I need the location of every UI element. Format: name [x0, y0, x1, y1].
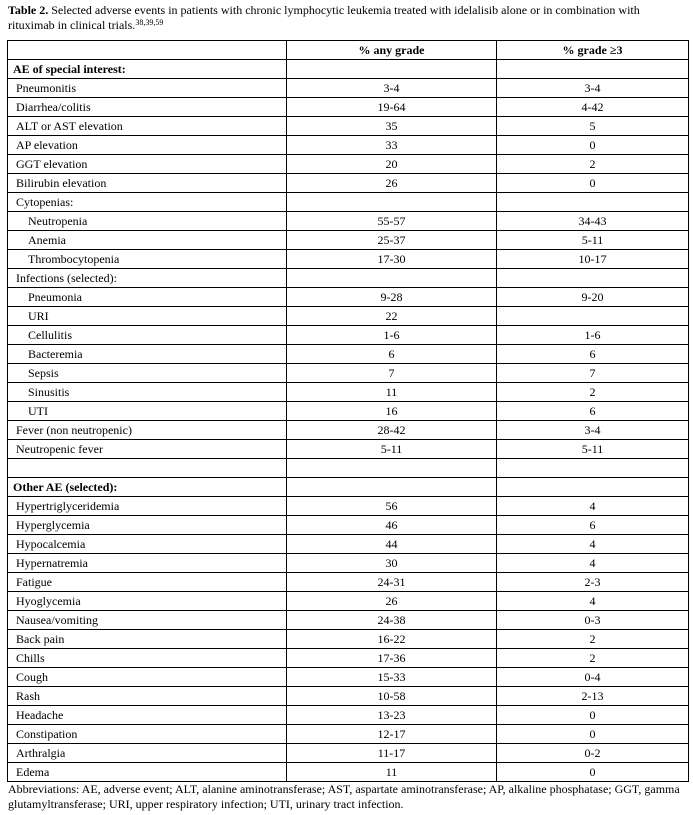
table-row [8, 250, 689, 269]
cell-any-grade: 10-58 [287, 687, 497, 706]
cell-any-grade: 7 [287, 364, 497, 383]
cell-any-grade: 25-37 [287, 231, 497, 250]
cell-any-grade: 24-31 [287, 573, 497, 592]
table-row [8, 345, 689, 364]
row-label: Nausea/vomiting [8, 611, 287, 630]
cell-any-grade: 24-38 [287, 611, 497, 630]
table-row [8, 174, 689, 193]
cell-grade-3: 10-17 [497, 250, 689, 269]
cell-any-grade: 16-22 [287, 630, 497, 649]
table-row [8, 307, 689, 326]
caption-references: 38,39,59 [135, 18, 164, 27]
row-label: Neutropenic fever [8, 440, 287, 459]
table-row [8, 212, 689, 231]
cell-any-grade: 16 [287, 402, 497, 421]
cell-grade-3: 4 [497, 535, 689, 554]
cell-any-grade: 5-11 [287, 440, 497, 459]
table-row [8, 288, 689, 307]
cell-grade-3: 5 [497, 117, 689, 136]
cell-any-grade: 17-30 [287, 250, 497, 269]
row-label: Constipation [8, 725, 287, 744]
cell-grade-3: 0 [497, 725, 689, 744]
row-label: Cytopenias: [8, 193, 287, 212]
row-label: Chills [8, 649, 287, 668]
row-label: Cough [8, 668, 287, 687]
row-label: Arthralgia [8, 744, 287, 763]
table-caption [8, 3, 688, 33]
cell-grade-3: 4-42 [497, 98, 689, 117]
cell-grade-3 [497, 60, 689, 79]
row-label: Headache [8, 706, 287, 725]
table-row [8, 630, 689, 649]
table-row [8, 573, 689, 592]
table-row [8, 611, 689, 630]
cell-grade-3: 4 [497, 497, 689, 516]
cell-any-grade: 1-6 [287, 326, 497, 345]
cell-grade-3: 3-4 [497, 79, 689, 98]
header-cell-any-grade: % any grade [287, 41, 497, 60]
row-label: UTI [8, 402, 287, 421]
cell-grade-3 [497, 269, 689, 288]
cell-any-grade: 30 [287, 554, 497, 573]
cell-any-grade: 17-36 [287, 649, 497, 668]
row-label: Fever (non neutropenic) [8, 421, 287, 440]
caption-text: Selected adverse events in patients with chronic lymphocytic leukemia treated with idelalisib alone or in combination with rituximab in clinical trials. [8, 3, 640, 32]
cell-grade-3: 2-3 [497, 573, 689, 592]
cell-any-grade: 19-64 [287, 98, 497, 117]
cell-any-grade: 26 [287, 174, 497, 193]
cell-any-grade: 9-28 [287, 288, 497, 307]
table-row [8, 554, 689, 573]
adverse-events-table [7, 40, 689, 782]
header-cell-grade-3: % grade ≥3 [497, 41, 689, 60]
cell-grade-3: 1-6 [497, 326, 689, 345]
cell-grade-3: 2 [497, 155, 689, 174]
cell-grade-3: 0 [497, 136, 689, 155]
table-row [8, 231, 689, 250]
row-label: Cellulitis [8, 326, 287, 345]
cell-grade-3: 6 [497, 516, 689, 535]
header-cell-label [8, 41, 287, 60]
cell-grade-3: 34-43 [497, 212, 689, 231]
table-row [8, 535, 689, 554]
table-row [8, 383, 689, 402]
table-row [8, 459, 689, 478]
table-row [8, 478, 689, 497]
table-row [8, 706, 689, 725]
cell-any-grade: 28-42 [287, 421, 497, 440]
cell-grade-3: 2 [497, 649, 689, 668]
cell-grade-3 [497, 478, 689, 497]
cell-grade-3: 4 [497, 554, 689, 573]
cell-grade-3: 4 [497, 592, 689, 611]
row-label: ALT or AST elevation [8, 117, 287, 136]
table-row [8, 79, 689, 98]
cell-grade-3: 0-3 [497, 611, 689, 630]
cell-any-grade: 46 [287, 516, 497, 535]
table-row [8, 725, 689, 744]
row-label: Back pain [8, 630, 287, 649]
cell-grade-3: 0-4 [497, 668, 689, 687]
cell-grade-3: 0 [497, 763, 689, 782]
cell-any-grade: 44 [287, 535, 497, 554]
table-row [8, 592, 689, 611]
cell-grade-3: 9-20 [497, 288, 689, 307]
cell-grade-3: 6 [497, 402, 689, 421]
table-row [8, 687, 689, 706]
cell-any-grade: 11 [287, 383, 497, 402]
cell-any-grade: 33 [287, 136, 497, 155]
cell-any-grade: 55-57 [287, 212, 497, 231]
row-label: AE of special interest: [8, 60, 287, 79]
cell-any-grade: 11-17 [287, 744, 497, 763]
row-label: Neutropenia [8, 212, 287, 231]
row-label: Fatigue [8, 573, 287, 592]
cell-grade-3: 2-13 [497, 687, 689, 706]
cell-grade-3 [497, 307, 689, 326]
table-row [8, 440, 689, 459]
cell-any-grade [287, 459, 497, 478]
table-row [8, 402, 689, 421]
cell-grade-3: 0 [497, 174, 689, 193]
row-label: Pneumonia [8, 288, 287, 307]
row-label: GGT elevation [8, 155, 287, 174]
table-row [8, 668, 689, 687]
table-label: Table 2. [8, 3, 49, 17]
cell-grade-3: 2 [497, 630, 689, 649]
cell-any-grade: 11 [287, 763, 497, 782]
row-label: Anemia [8, 231, 287, 250]
table-row [8, 60, 689, 79]
row-label: Hypernatremia [8, 554, 287, 573]
cell-any-grade: 22 [287, 307, 497, 326]
cell-any-grade [287, 269, 497, 288]
cell-any-grade: 13-23 [287, 706, 497, 725]
row-label: Hypertriglyceridemia [8, 497, 287, 516]
row-label: Bilirubin elevation [8, 174, 287, 193]
cell-any-grade: 26 [287, 592, 497, 611]
row-label: Pneumonitis [8, 79, 287, 98]
row-label: Hyperglycemia [8, 516, 287, 535]
cell-any-grade: 6 [287, 345, 497, 364]
row-label: Hypocalcemia [8, 535, 287, 554]
cell-any-grade [287, 193, 497, 212]
cell-grade-3 [497, 193, 689, 212]
cell-grade-3: 6 [497, 345, 689, 364]
table-row [8, 136, 689, 155]
row-label: Edema [8, 763, 287, 782]
row-label: AP elevation [8, 136, 287, 155]
table-row [8, 649, 689, 668]
cell-any-grade: 56 [287, 497, 497, 516]
row-label: Infections (selected): [8, 269, 287, 288]
row-label: Diarrhea/colitis [8, 98, 287, 117]
row-label: Bacteremia [8, 345, 287, 364]
cell-any-grade [287, 478, 497, 497]
cell-any-grade: 3-4 [287, 79, 497, 98]
table-row [8, 98, 689, 117]
cell-grade-3: 3-4 [497, 421, 689, 440]
row-label [8, 459, 287, 478]
cell-grade-3: 7 [497, 364, 689, 383]
cell-any-grade: 15-33 [287, 668, 497, 687]
cell-any-grade: 20 [287, 155, 497, 174]
cell-grade-3: 0 [497, 706, 689, 725]
table-row [8, 117, 689, 136]
table-row [8, 364, 689, 383]
cell-any-grade: 12-17 [287, 725, 497, 744]
table-row [8, 269, 689, 288]
cell-grade-3: 2 [497, 383, 689, 402]
row-label: Rash [8, 687, 287, 706]
cell-grade-3: 5-11 [497, 440, 689, 459]
table-row [8, 497, 689, 516]
table-row [8, 763, 689, 782]
table-footnote: Abbreviations: AE, adverse event; ALT, alanine aminotransferase; AST, aspartate aminotransferase; AP, alkaline phosphatase; GGT, gamma glutamyltransferase; URI, upper respiratory infection; UTI, urinary tract infection. [8, 782, 680, 811]
cell-any-grade: 35 [287, 117, 497, 136]
cell-grade-3: 5-11 [497, 231, 689, 250]
table-row [8, 744, 689, 763]
header-row [8, 41, 689, 60]
table-row [8, 421, 689, 440]
row-label: Thrombocytopenia [8, 250, 287, 269]
row-label: Sinusitis [8, 383, 287, 402]
table-row [8, 193, 689, 212]
cell-grade-3 [497, 459, 689, 478]
cell-grade-3: 0-2 [497, 744, 689, 763]
cell-any-grade [287, 60, 497, 79]
row-label: Other AE (selected): [8, 478, 287, 497]
row-label: URI [8, 307, 287, 326]
row-label: Hyoglycemia [8, 592, 287, 611]
row-label: Sepsis [8, 364, 287, 383]
table-row [8, 326, 689, 345]
table-row [8, 516, 689, 535]
table-row [8, 155, 689, 174]
